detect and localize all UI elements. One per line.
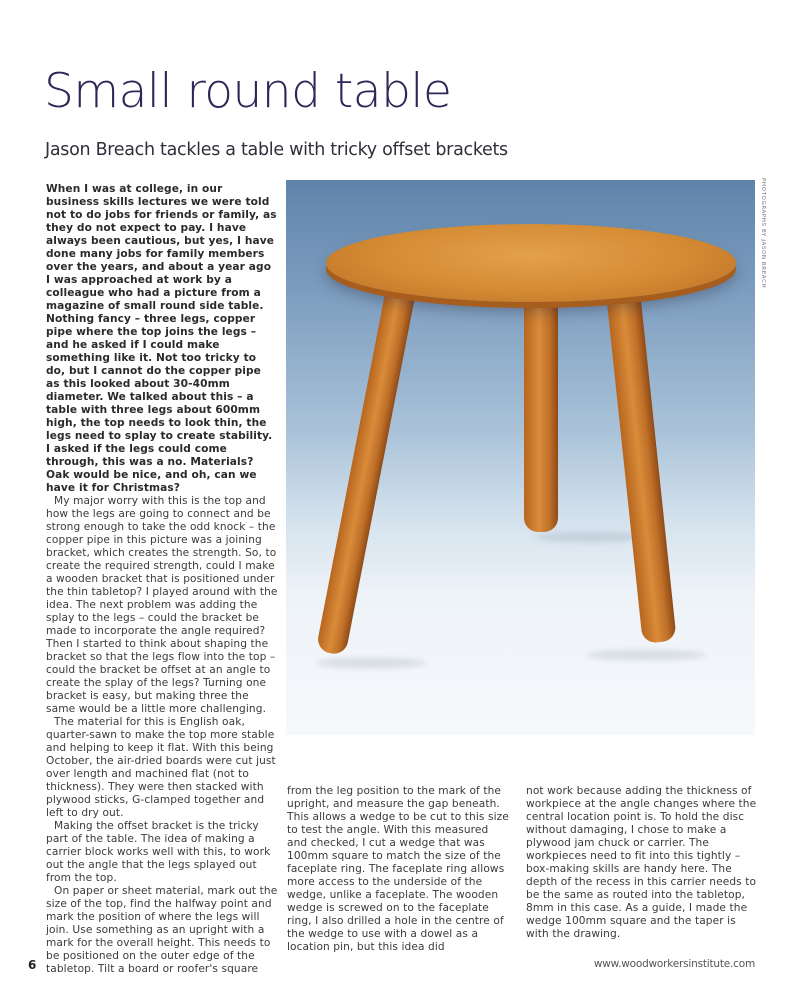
body-paragraph: from the leg position to the mark of the upright, and measure the gap beneath. This allows a wedge to be cut to this size to test the angle. With this measured and checked, I cut a wedge that was 100mm square to match the size of the faceplate ring. The faceplate ring allows more access to the underside of the wedge, unlike a faceplate. The wooden wedge is screwed on to the faceplate ring, I also drilled a hole in the centre of the wedge to use with a dowel as a location pin, but this idea did <box>287 785 509 953</box>
page-number: 6 <box>28 958 37 972</box>
body-column-2 <box>287 785 512 954</box>
website-link[interactable]: www.woodworkersinstitute.com <box>593 958 755 970</box>
body-paragraph: The material for this is English oak, quarter-sawn to make the top more stable and helping to keep it flat. With this being October, the air-dried boards were cut just over length and machined flat (not to thickness). They were then stacked with plywood sticks, G-clamped together and left to dry out. <box>46 716 276 819</box>
article-title: Small round table <box>44 64 452 119</box>
article-standfirst: Jason Breach tackles a table with tricky offset brackets <box>45 140 508 160</box>
body-paragraph: On paper or sheet material, mark out the size of the top, find the halfway point and mark the position of where the legs will join. Use something as an upright with a mark for the overall height. This needs to be positioned on the outer edge of the tabletop. Tilt a board or roofer's square <box>46 885 278 975</box>
body-column-3 <box>526 785 758 941</box>
body-paragraph: not work because adding the thickness of workpiece at the angle changes where the central location point is. To hold the disc without damaging, I chose to make a plywood jam chuck or carrier. The workpieces need to fit into this tightly – box-making skills are handy here. The depth of the recess in this carrier needs to be the same as routed into the tabletop, 8mm in this case. As a guide, I made the wedge 100mm square and the taper is with the drawing. <box>526 785 757 940</box>
body-column-1 <box>46 183 278 976</box>
leg-shadow <box>536 532 646 542</box>
leg-shadow <box>586 650 706 660</box>
intro-paragraph: When I was at college, in our business skills lectures we were told not to do jobs for friends or family, as they do not expect to pay. I have always been cautious, but yes, I have done many jobs for family members over the years, and about a year ago I was approached at work by a colleague who had a picture from a magazine of small round side table. Nothing fancy – three legs, copper pipe where the top joins the legs – and he asked if I could make something like it. Not too tricky to do, but I cannot do the copper pipe as this looked about 30-40mm diameter. We talked about this – a table with three legs about 600mm high, the top needs to look thin, the legs need to splay to create stability. I asked if the legs could come through, this was a no. Materials? Oak would be nice, and oh, can we have it for Christmas? <box>46 183 277 494</box>
body-paragraph: My major worry with this is the top and how the legs are going to connect and be strong enough to take the odd knock – the copper pipe in this picture was a joining bracket, which creates the strength. So, to create the required strength, could I make a wooden bracket that is positioned under the thin tabletop? I played around with the idea. The next problem was adding the splay to the legs – could the bracket be made to incorporate the angle required? Then I started to think about shaping the bracket so that the legs flow into the top – could the bracket be offset at an angle to create the splay of the legs? Turning one bracket is easy, but making three the same would be a little more challenging. <box>46 495 278 715</box>
table-leg-left <box>316 287 416 656</box>
leg-shadow <box>316 658 426 668</box>
table-leg-back <box>524 292 558 532</box>
table-leg-right <box>606 290 677 644</box>
photo-credit: PHOTOGRAPHS BY JASON BREACH <box>760 178 766 289</box>
table-top <box>326 224 736 302</box>
table-photo <box>286 180 755 735</box>
body-paragraph: Making the offset bracket is the tricky part of the table. The idea of making a carrier block works well with this, to work out the angle that the legs splayed out from the top. <box>46 820 271 884</box>
